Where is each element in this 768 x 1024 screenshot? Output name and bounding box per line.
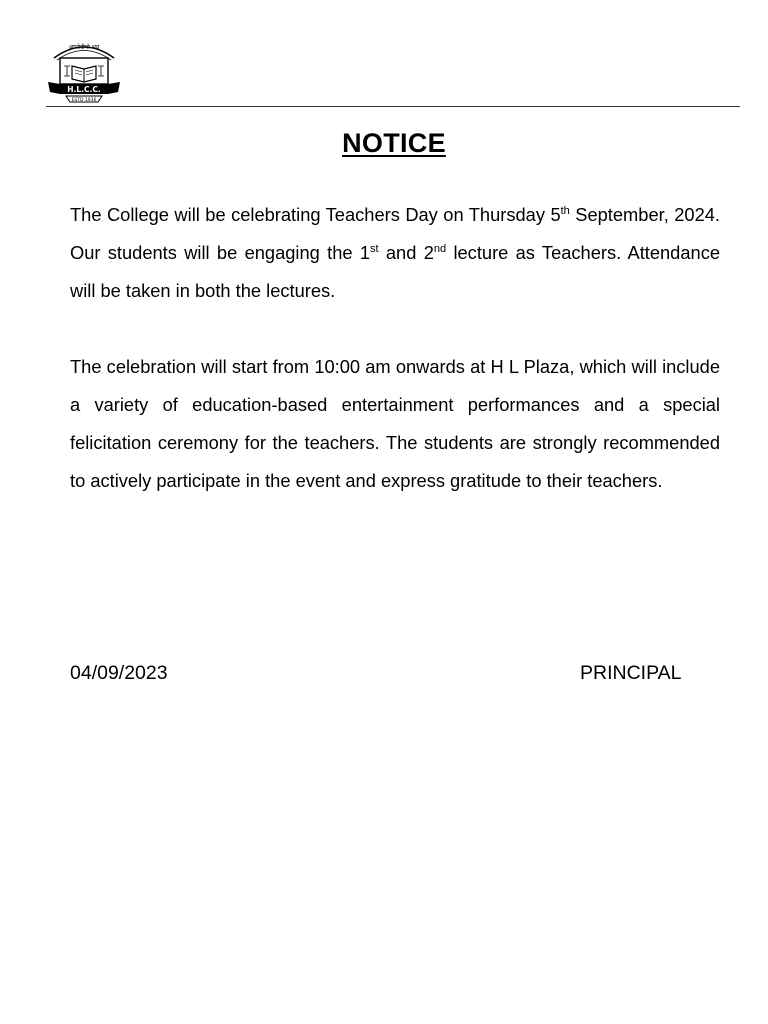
- signatory: PRINCIPAL: [580, 662, 682, 684]
- logo-initials: H.L.C.C.: [67, 85, 101, 94]
- paragraph-1-text-b: September, 2024. Our students will be engaging the 1: [70, 204, 720, 263]
- notice-paragraph-1: [70, 196, 720, 310]
- ordinal-suffix: nd: [433, 242, 447, 255]
- logo-year: ESTD 1936: [71, 98, 97, 103]
- ordinal-suffix: st: [370, 242, 379, 255]
- open-book-emblem-icon: [64, 66, 104, 82]
- logo-motto: अप्पोदीपो भव: [68, 44, 100, 51]
- paragraph-1-text-a: The College will be celebrating Teachers Day on Thursday 5: [70, 204, 561, 225]
- notice-paragraph-2: The celebration will start from 10:00 am onwards at H L Plaza, which will include a variety of education-based entertainment performances and a special felicitation ceremony for the teachers. The students are strongly recommended to actively participate in the event and express gratitude to their teachers.: [70, 356, 720, 491]
- notice-date: 04/09/2023: [70, 662, 168, 684]
- paragraph-1-text-c: and 2: [378, 242, 434, 263]
- paragraph-1-text-d: lecture as Teachers. Attendance will be taken in both the lectures.: [70, 242, 720, 301]
- notice-title: NOTICE: [342, 128, 446, 158]
- header-divider: [46, 106, 740, 107]
- ordinal-suffix: th: [560, 204, 570, 217]
- college-logo: [44, 36, 124, 104]
